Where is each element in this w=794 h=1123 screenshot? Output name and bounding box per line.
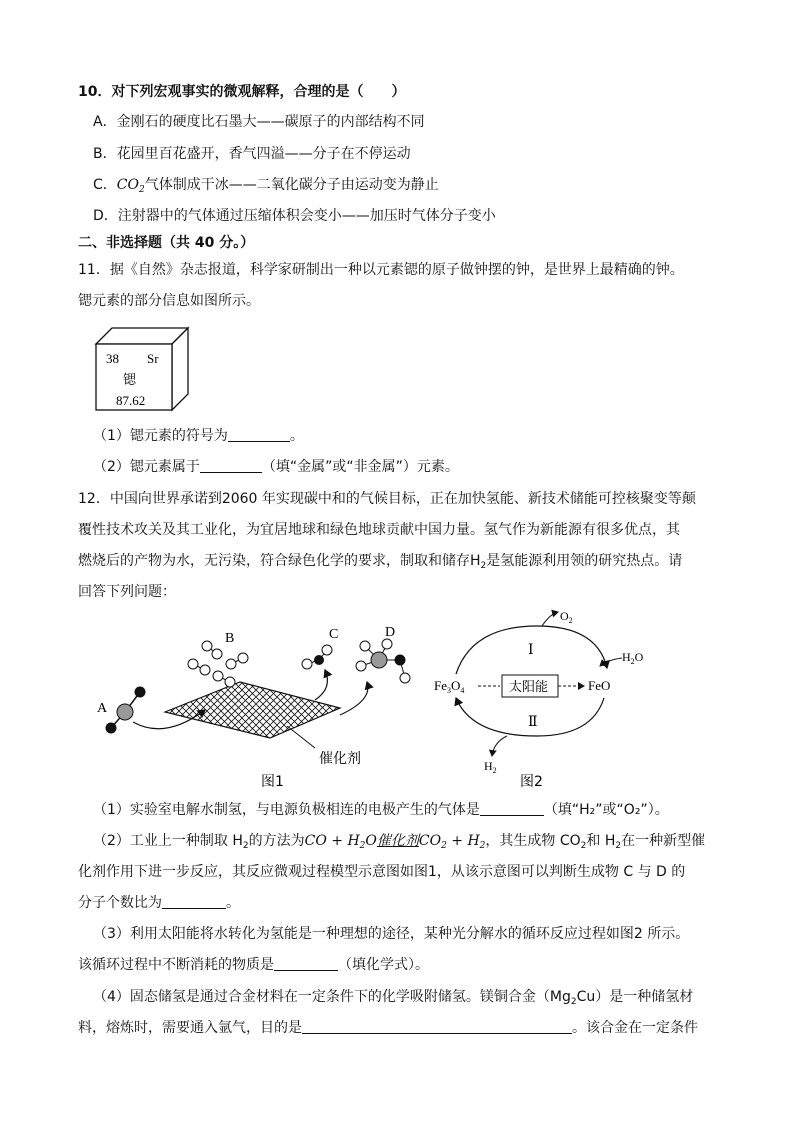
s2-eq-right1: CO (418, 833, 442, 849)
q12-line3-sub: 2 (480, 561, 487, 571)
catalyst-plate (165, 682, 340, 738)
s4-a: （4）固态储氢是通过合金材料在一定条件下的化学吸附储氢。镁铜合金（Mg (93, 989, 571, 1005)
q11-sub1-end: 。 (289, 428, 304, 444)
q12-line3-b: 是氢能源利用领的研究热点。请 (486, 553, 683, 569)
h2o-label: $H_2O$ (622, 650, 644, 666)
step2-label: Ⅱ (528, 715, 538, 730)
q12-sub4-line1 (93, 987, 693, 1007)
s2-eq-left: CO + H (304, 833, 360, 849)
q10-option-c (93, 175, 439, 195)
figure-2 (432, 606, 652, 792)
molecule-a-atom (135, 687, 146, 698)
h2o-branch (600, 658, 622, 666)
q12-sub3-blank[interactable] (274, 956, 338, 971)
q12-sub2-line3 (78, 893, 240, 913)
q12-line2: 覆性技术攻关及其工业化，为宜居地球和绿色地球贡献中国力量。氢气作为新能源有很多优点，其 (78, 522, 680, 538)
q12-sub4-blank[interactable] (302, 1019, 572, 1034)
label-d: D (385, 625, 396, 640)
element-name: 锶 (123, 373, 137, 388)
q11-sub2-text: （2）锶元素属于 (93, 459, 200, 475)
catalyst-leader (287, 726, 315, 748)
q12-sub1-end: （填“H₂”或“O₂”）。 (543, 802, 669, 818)
q11-sub1-blank[interactable] (228, 427, 290, 442)
q10-option-d: D．注射器中的气体通过压缩体积会变小——加压时气体分子变小 (93, 208, 496, 224)
option-c-sub: 2 (138, 185, 145, 195)
s2-b: 的方法为 (248, 833, 305, 849)
step1-label: Ⅰ (528, 643, 534, 658)
element-mass: 87.62 (116, 393, 146, 408)
figure-2-caption: 图2 (520, 774, 543, 790)
q12-line4: 回答下列问题： (78, 584, 176, 600)
arrow-d (340, 682, 368, 715)
molecule-c-atom (314, 655, 324, 665)
molecules-b (188, 641, 248, 687)
s2-eq-mid: O (365, 833, 377, 849)
q11-sub2 (93, 457, 459, 477)
s4-sub: 2 (570, 997, 577, 1007)
molecule-a-atom (106, 723, 117, 734)
q10-option-a: A．金刚石的硬度比石墨大——碳原子的内部结构不同 (93, 114, 425, 130)
q12-sub4-line2 (78, 1018, 698, 1038)
label-b: B (225, 631, 235, 646)
s2-sub-co2: 2 (580, 841, 587, 851)
s2-sub-h2: 2 (615, 841, 622, 851)
q11-sub1-text: （1）锶元素的符号为 (93, 428, 228, 444)
q12-sub1-blank[interactable] (480, 801, 544, 816)
s2-eq-sub: 2 (359, 841, 366, 851)
s3-l2-end: （填化学式）。 (338, 957, 429, 973)
element-atomic-number: 38 (106, 351, 119, 366)
s3-l2-text: 该循环过程中不断消耗的物质是 (78, 957, 274, 973)
s2-d: 和 H (586, 833, 616, 849)
s2-sub: 2 (242, 841, 249, 851)
q12-sub3-line2 (78, 955, 429, 975)
q10-option-b: B．花园里百花盛开，香气四溢——分子在不停运动 (93, 146, 411, 162)
q11-sub1 (93, 426, 304, 446)
label-a: A (97, 701, 108, 716)
q11-sub2-blank[interactable] (200, 458, 262, 473)
s2-eq-right2: + H (446, 833, 480, 849)
q12-sub3-line1: （3）利用太阳能将水转化为氢能是一种理想的途径，某种光分解水的循环反应过程如图2 所示。 (93, 926, 690, 942)
q11-stem-line1-text: 11．据《自然》杂志报道，科学家研制出一种以元素锶的原子做钟摆的钟，是世界上最精确的钟。 (78, 262, 684, 278)
q12-sub1-text: （1）实验室电解水制氢，与电源负极相连的电极产生的气体是 (93, 802, 480, 818)
q12-sub2-blank[interactable] (162, 894, 226, 909)
q12-sub2-line2: 化剂作用下进一步反应，其反应微观过程模型示意图如图1，从该示意图可以判断生成物 C 与 D 的 (78, 864, 686, 880)
s2-a: （2）工业上一种制取 H (93, 833, 243, 849)
s4-b: Cu）是一种储氢材 (576, 989, 694, 1005)
s4-l2-end: 。该合金在一定条件 (572, 1020, 698, 1036)
feo-label: FeO (588, 678, 611, 693)
s2-l3-end: 。 (226, 895, 240, 911)
h2-label: $H_2$ (484, 759, 497, 775)
q10-stem-text: 10．对下列宏观事实的微观解释，合理的是（ ） (78, 84, 406, 100)
h2-branch (492, 736, 507, 756)
q11-sub2-end: （填“金属”或“非金属”）元素。 (261, 459, 459, 475)
q12-line3-a: 燃烧后的产物为水，无污染，符合绿色化学的要求，制取和储存H (78, 553, 481, 569)
s4-l2-text: 料，熔炼时，需要通入氩气，目的是 (78, 1020, 302, 1036)
molecule-c-atom (302, 659, 312, 669)
q11-stem-line1 (78, 260, 684, 280)
label-c: C (329, 627, 339, 642)
arrow-c (315, 670, 327, 700)
o2-label: $O_2$ (560, 609, 573, 625)
element-cube (92, 324, 192, 412)
figure-1-caption: 图1 (261, 774, 284, 790)
figure-1 (95, 620, 425, 792)
option-c-formula: CO (116, 177, 139, 193)
catalyst-label: 催化剂 (319, 751, 361, 767)
section-title: 二、非选择题（共 40 分。） (78, 235, 255, 251)
s2-l3-text: 分子个数比为 (78, 895, 162, 911)
q11-stem-line2: 锶元素的部分信息如图所示。 (78, 293, 260, 309)
solar-label: 太阳能 (509, 680, 549, 695)
s2-c: ，其生成物 CO (485, 833, 581, 849)
fe3o4-label: $Fe_3O_4$ (434, 678, 465, 695)
option-c-prefix: C． (93, 177, 117, 193)
o2-branch (542, 612, 558, 626)
molecule-a-atom (117, 704, 133, 720)
s2-e: 在一种新型催 (621, 833, 706, 849)
q12-line3 (78, 551, 682, 571)
element-symbol: Sr (147, 351, 159, 366)
s2-eq-sub3: 2 (479, 841, 486, 851)
q12-sub1 (93, 800, 669, 820)
q12-line1: 12．中国向世界承诺到2060 年实现碳中和的气候目标，正在加快氢能、新技术储能可控核聚变等颠 (78, 491, 696, 507)
q12-sub2-line1 (93, 831, 705, 851)
s2-eq-sub2: 2 (441, 841, 447, 851)
molecule-c-atom (322, 645, 332, 655)
q10-stem (78, 82, 405, 102)
molecule-d (356, 639, 410, 683)
s2-eq-catalyst: 催化剂 (376, 833, 419, 849)
option-c-text: 气体制成干冰——二氧化碳分子由运动变为静止 (144, 177, 439, 193)
